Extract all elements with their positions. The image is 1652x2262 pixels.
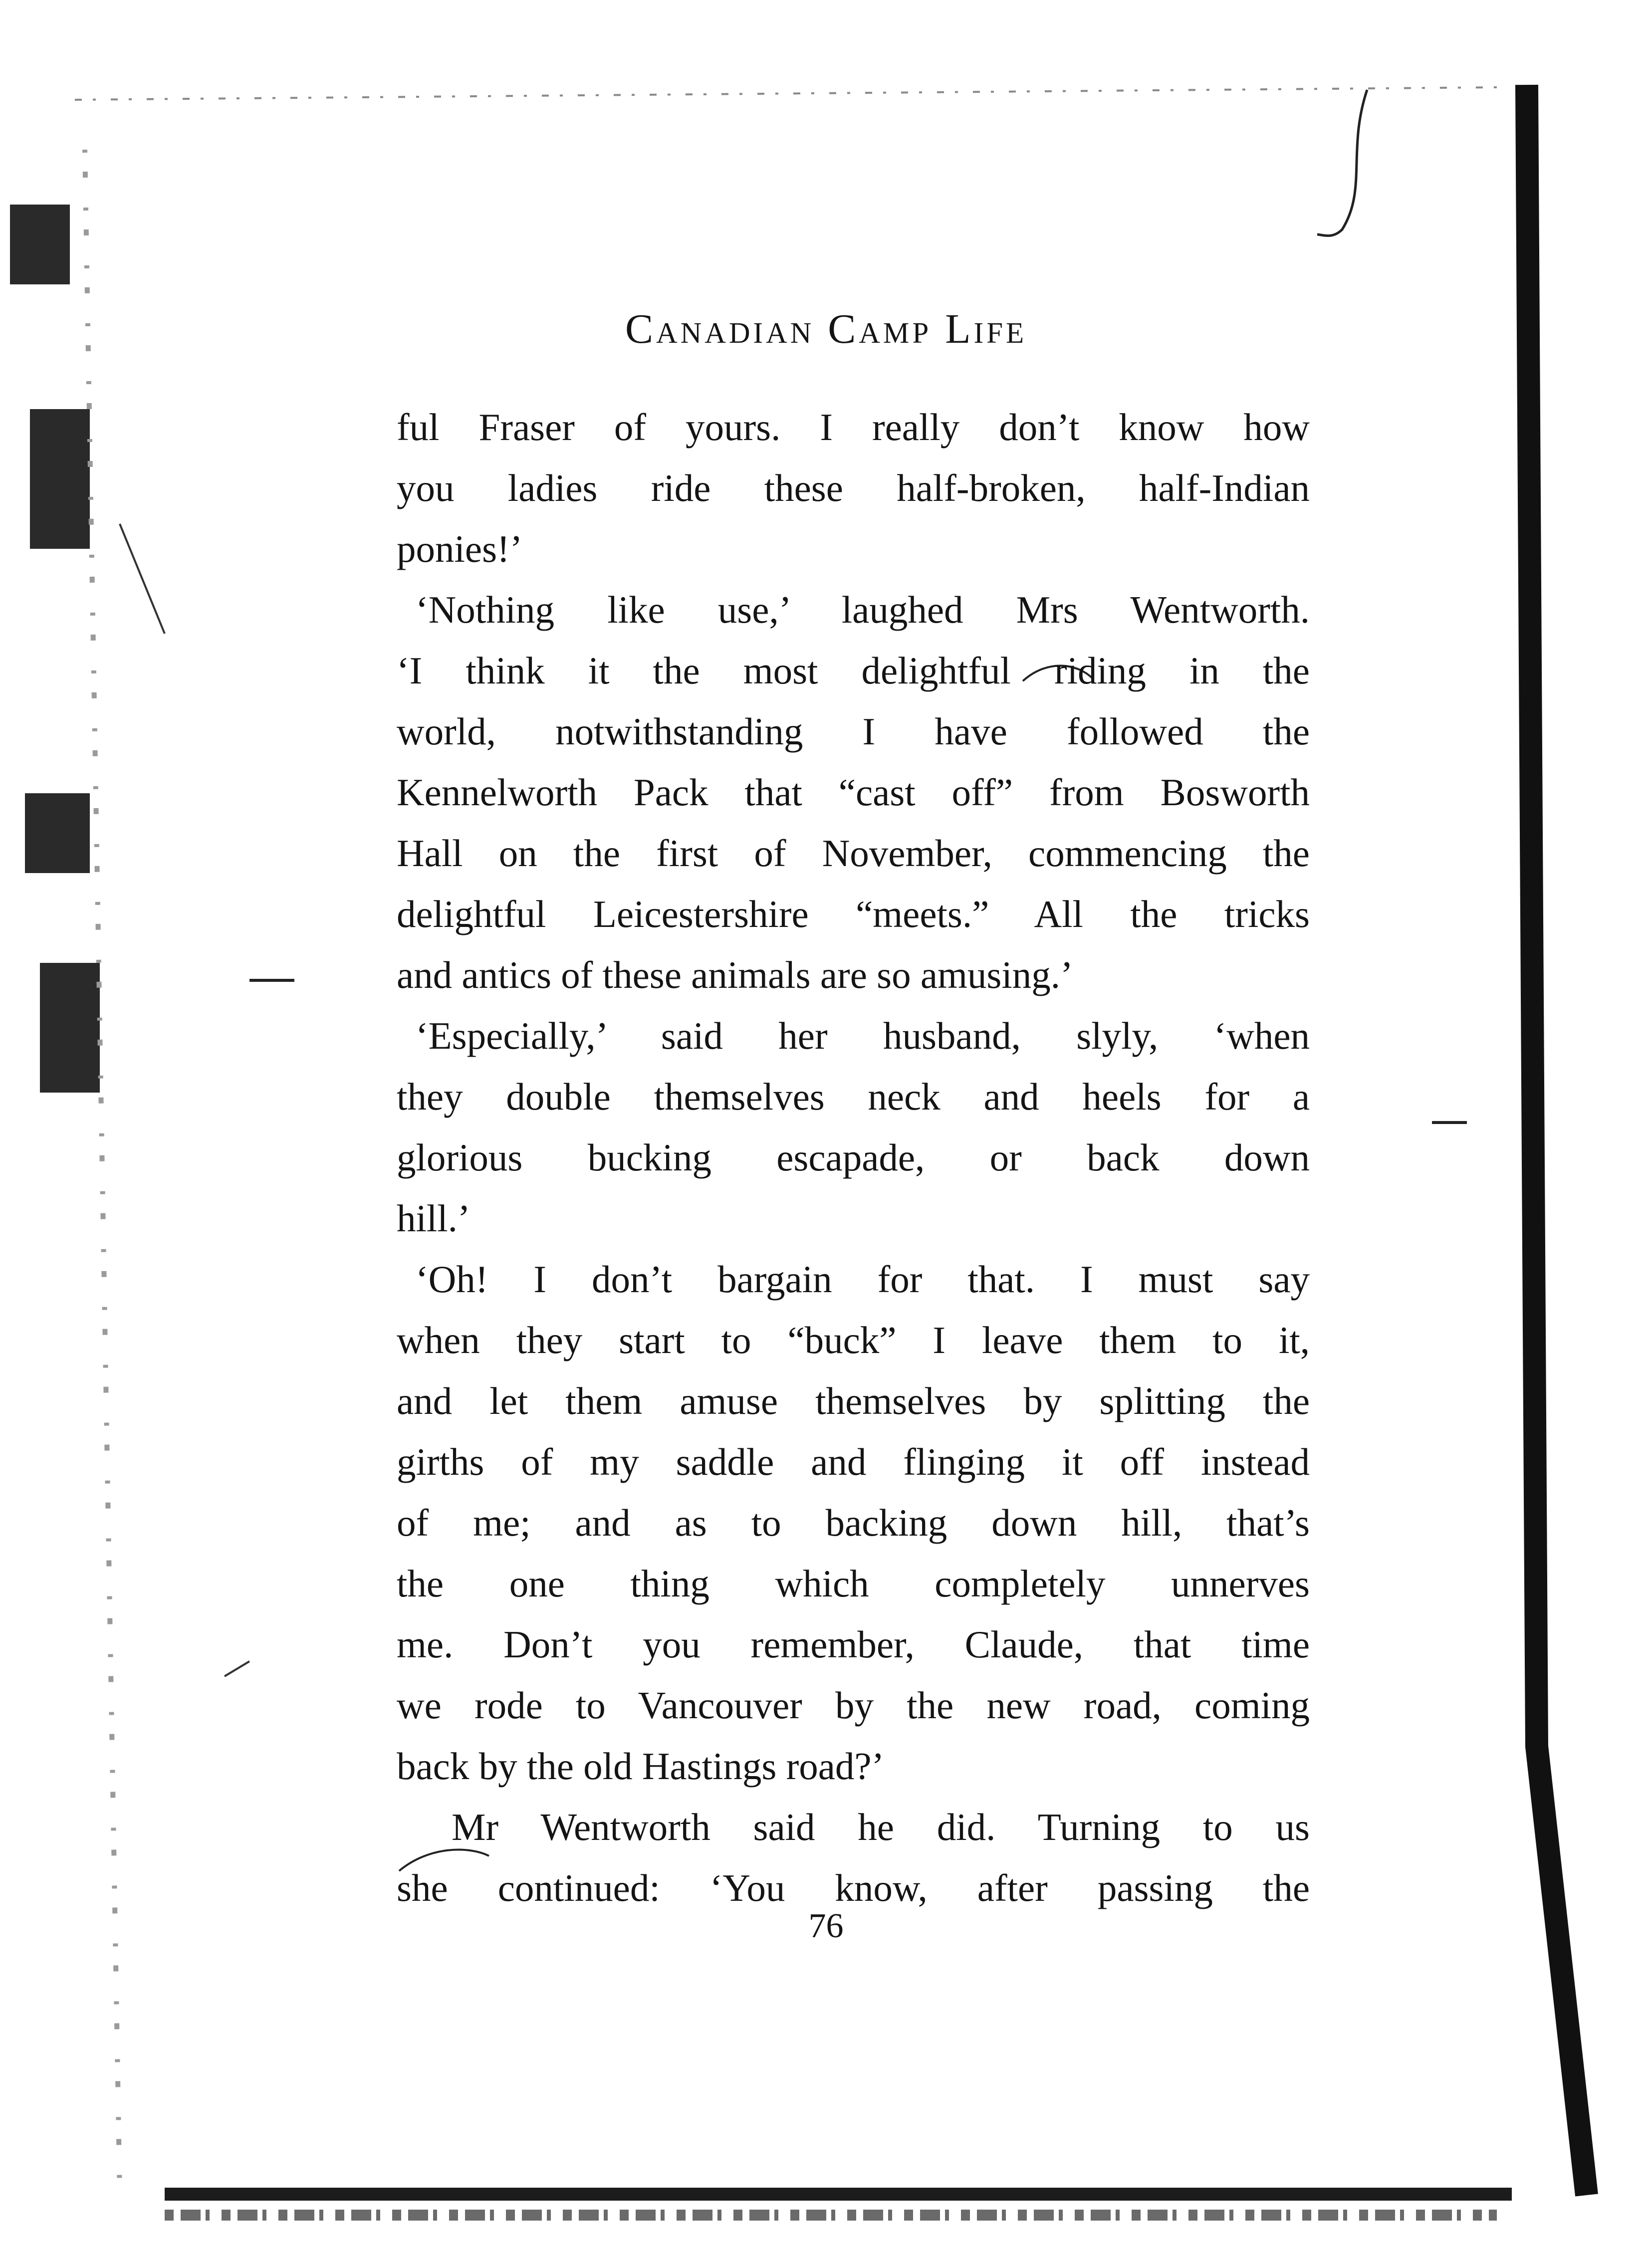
left-margin-speckle [85,150,120,2195]
text-line: girths of my saddle and flinging it off instead [397,1440,1310,1483]
text-line: ponies!’ [397,527,523,570]
text-line: she continued: ‘You know, after passing the [397,1866,1310,1909]
text-line: Mr Wentworth said he did. Turning to us [452,1806,1310,1848]
text-line: ‘Especially,’ said her husband, slyly, ‘when [416,1014,1310,1057]
pencil-mark [225,1661,249,1676]
bottom-binding-band [165,2188,1512,2201]
text-line: and let them amuse themselves by splitting the [397,1379,1310,1422]
top-edge-speckle [75,87,1497,100]
text-line: back by the old Hastings road?’ [397,1745,885,1788]
text-line: Kennelworth Pack that “cast off” from Bosworth [397,771,1310,814]
text-line: and antics of these animals are so amusing.’ [397,953,1073,996]
text-line: hill.’ [397,1197,471,1240]
text-line: ‘Oh! I don’t bargain for that. I must say [416,1258,1310,1301]
text-line: they double themselves neck and heels for a [397,1075,1310,1118]
text-line: ‘Nothing like use,’ laughed Mrs Wentworth. [416,588,1310,631]
text-line: glorious bucking escapade, or back down [397,1136,1310,1179]
text-line: ‘I think it the most delightful riding in the [397,649,1310,692]
text-line: world, notwithstanding I have followed the [397,710,1310,753]
left-margin-blob [30,409,90,549]
text-line: of me; and as to backing down hill, that’s [397,1501,1310,1544]
right-binding-shadow [1527,85,1587,2195]
body-text [397,397,1310,1918]
text-line: delightful Leicestershire “meets.” All the tricks [397,893,1310,935]
text-line: the one thing which completely unnerves [397,1562,1310,1605]
left-margin-blob [40,963,100,1093]
running-head: Canadian Camp Life [625,306,1027,352]
left-margin-blob [25,793,90,873]
text-line: when they start to “buck” I leave them to it, [397,1319,1310,1361]
text-line: you ladies ride these half-broken, half-Indian [397,466,1310,509]
text-line: we rode to Vancouver by the new road, coming [397,1684,1310,1727]
left-margin-blob [10,205,70,284]
text-line: me. Don’t you remember, Claude, that time [397,1623,1310,1666]
pencil-mark [1317,90,1367,236]
page-number: 76 [808,1907,844,1945]
text-line: Hall on the first of November, commencing the [397,832,1310,875]
text-line: ful Fraser of yours. I really don’t know how [397,406,1310,449]
pencil-mark [120,524,165,634]
